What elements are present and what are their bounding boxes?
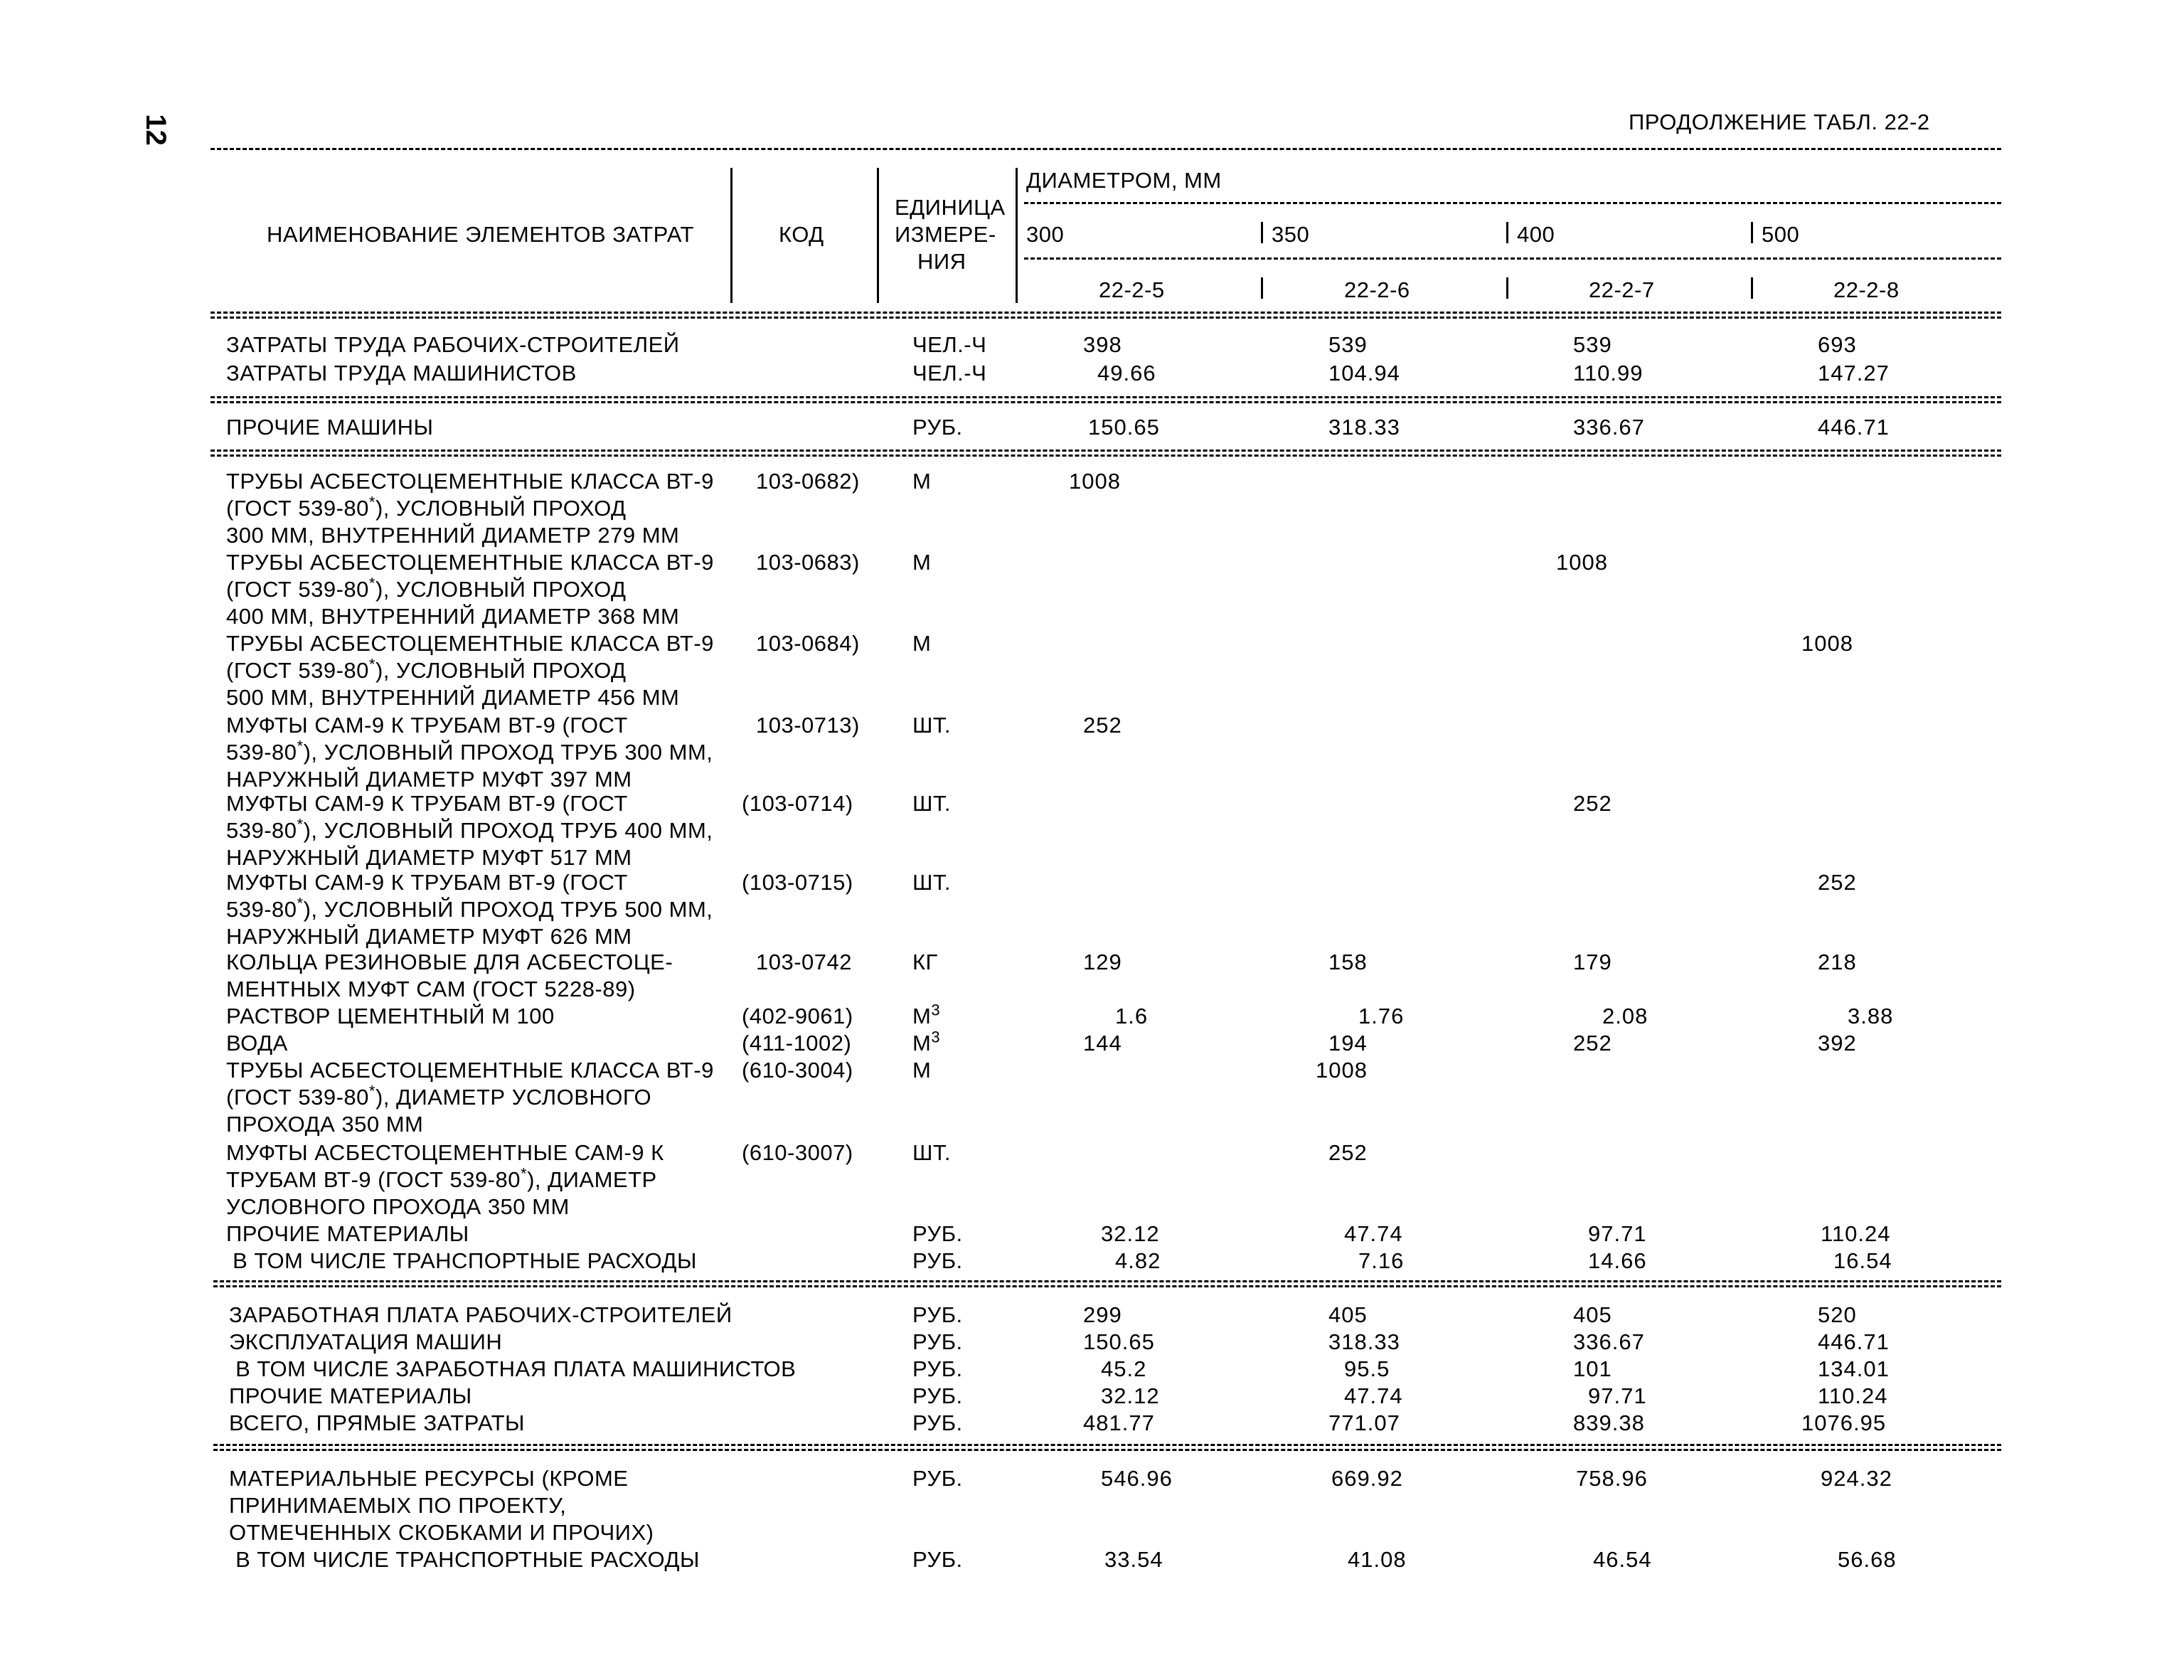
cell-value: 3.88 bbox=[1848, 1004, 1894, 1028]
cell-value: 336.67 bbox=[1573, 1329, 1645, 1354]
cell-value: 47.74 bbox=[1344, 1221, 1403, 1246]
cell-value: 101 bbox=[1573, 1356, 1612, 1381]
row-code: 103-0682) bbox=[756, 469, 860, 494]
divider bbox=[213, 1449, 2001, 1451]
row-label: В ТОМ ЧИСЛЕ ЗАРАБОТНАЯ ПЛАТА МАШИНИСТОВ bbox=[229, 1356, 797, 1381]
cell-value: 446.71 bbox=[1818, 1329, 1890, 1354]
row-label: (ГОСТ 539-80*), УСЛОВНЫЙ ПРОХОД bbox=[226, 655, 627, 683]
row-label: 500 ММ, ВНУТРЕННИЙ ДИАМЕТР 456 ММ bbox=[226, 685, 680, 710]
cell-value: 134.01 bbox=[1818, 1356, 1890, 1381]
cell-value: 481.77 bbox=[1083, 1410, 1155, 1435]
row-unit: РУБ. bbox=[912, 1302, 963, 1327]
row-unit: ЧЕЛ.-Ч bbox=[912, 361, 987, 386]
cell-value: 392 bbox=[1818, 1031, 1857, 1056]
row-label: ПРИНИМАЕМЫХ ПО ПРОЕКТУ, bbox=[229, 1493, 567, 1518]
divider bbox=[213, 1280, 2001, 1282]
cell-value: 150.65 bbox=[1083, 1329, 1155, 1354]
page-number: 12 bbox=[139, 114, 171, 146]
row-label: ВСЕГО, ПРЯМЫЕ ЗАТРАТЫ bbox=[229, 1410, 525, 1435]
header-code-22-2-5: 22-2-5 bbox=[1099, 277, 1165, 302]
cell-value: 7.16 bbox=[1358, 1248, 1405, 1273]
row-label: ТРУБЫ АСБЕСТОЦЕМЕНТНЫЕ КЛАССА ВТ-9 bbox=[226, 550, 714, 575]
cell-value: 539 bbox=[1573, 332, 1612, 357]
cell-value: 1008 bbox=[1069, 469, 1121, 494]
cell-value: 14.66 bbox=[1588, 1248, 1647, 1273]
row-label: ТРУБЫ АСБЕСТОЦЕМЕНТНЫЕ КЛАССА ВТ-9 bbox=[226, 631, 714, 656]
cell-value: 150.65 bbox=[1088, 415, 1160, 440]
header-unit: ИЗМЕРЕ- bbox=[895, 222, 996, 247]
cell-value: 97.71 bbox=[1588, 1383, 1647, 1408]
row-unit: РУБ. bbox=[912, 1356, 963, 1381]
row-unit: $М^3$ bbox=[912, 1028, 941, 1056]
cell-value: 56.68 bbox=[1838, 1547, 1897, 1572]
cell-value: 398 bbox=[1083, 332, 1122, 357]
cell-value: 46.54 bbox=[1593, 1547, 1652, 1572]
row-label: ТРУБЫ АСБЕСТОЦЕМЕНТНЫЕ КЛАССА ВТ-9 bbox=[226, 1058, 714, 1083]
column-separator bbox=[1261, 222, 1263, 243]
row-unit: М bbox=[912, 1058, 932, 1083]
row-code: 103-0742 bbox=[756, 950, 853, 974]
column-separator bbox=[1506, 222, 1508, 243]
cell-value: 771.07 bbox=[1328, 1410, 1400, 1435]
row-label: (ГОСТ 539-80*), УСЛОВНЫЙ ПРОХОД bbox=[226, 493, 627, 521]
cell-value: 97.71 bbox=[1588, 1221, 1647, 1246]
cell-value: 4.82 bbox=[1115, 1248, 1161, 1273]
row-label: (ГОСТ 539-80*), ДИАМЕТР УСЛОВНОГО bbox=[226, 1082, 652, 1110]
row-label: В ТОМ ЧИСЛЕ ТРАНСПОРТНЫЕ РАСХОДЫ bbox=[226, 1248, 697, 1273]
cell-value: 1.6 bbox=[1115, 1004, 1149, 1028]
column-separator bbox=[1751, 222, 1753, 243]
header-name: НАИМЕНОВАНИЕ ЭЛЕМЕНТОВ ЗАТРАТ bbox=[267, 222, 694, 247]
divider bbox=[1024, 202, 2001, 204]
row-unit: РУБ. bbox=[912, 1329, 963, 1354]
row-label: 539-80*), УСЛОВНЫЙ ПРОХОД ТРУБ 300 ММ, bbox=[226, 737, 713, 765]
divider bbox=[211, 401, 2001, 403]
row-unit: РУБ. bbox=[912, 1248, 963, 1273]
row-label: МЕНТНЫХ МУФТ САМ (ГОСТ 5228-89) bbox=[226, 977, 636, 1001]
header-diameter-400: 400 bbox=[1517, 222, 1555, 247]
row-label: В ТОМ ЧИСЛЕ ТРАНСПОРТНЫЕ РАСХОДЫ bbox=[229, 1547, 700, 1572]
cell-value: 1076.95 bbox=[1801, 1410, 1887, 1435]
row-label: РАСТВОР ЦЕМЕНТНЫЙ М 100 bbox=[226, 1004, 555, 1028]
row-label: ОТМЕЧЕННЫХ СКОБКАМИ И ПРОЧИХ) bbox=[229, 1520, 654, 1545]
cell-value: 110.24 bbox=[1821, 1221, 1891, 1246]
cell-value: 45.2 bbox=[1101, 1356, 1147, 1381]
row-unit: РУБ. bbox=[912, 1383, 963, 1408]
row-code: 103-0684) bbox=[756, 631, 860, 656]
header-unit: ЕДИНИЦА bbox=[895, 195, 1006, 220]
row-label: ЭКСПЛУАТАЦИЯ МАШИН bbox=[229, 1329, 503, 1354]
row-label: МУФТЫ САМ-9 К ТРУБАМ ВТ-9 (ГОСТ bbox=[226, 870, 628, 895]
cell-value: 1008 bbox=[1316, 1058, 1368, 1083]
row-label: ТРУБАМ ВТ-9 (ГОСТ 539-80*), ДИАМЕТР bbox=[226, 1164, 657, 1192]
column-separator bbox=[1751, 277, 1753, 299]
divider bbox=[211, 317, 2001, 319]
table-continuation-title: ПРОДОЛЖЕНИЕ ТАБЛ. 22-2 bbox=[1629, 110, 1930, 134]
row-code: (610-3004) bbox=[742, 1058, 853, 1083]
row-label: ЗАРАБОТНАЯ ПЛАТА РАБОЧИХ-СТРОИТЕЛЕЙ bbox=[229, 1302, 733, 1327]
cell-value: 546.96 bbox=[1101, 1466, 1173, 1491]
cell-value: 218 bbox=[1818, 950, 1857, 974]
row-unit: М bbox=[912, 550, 932, 575]
cell-value: 129 bbox=[1083, 950, 1122, 974]
cell-value: 669.92 bbox=[1331, 1466, 1403, 1491]
row-unit: РУБ. bbox=[912, 415, 963, 440]
row-label: 539-80*), УСЛОВНЫЙ ПРОХОД ТРУБ 500 ММ, bbox=[226, 894, 713, 922]
cell-value: 539 bbox=[1328, 332, 1368, 357]
column-separator bbox=[1261, 277, 1263, 299]
header-code-22-2-8: 22-2-8 bbox=[1833, 277, 1900, 302]
cell-value: 179 bbox=[1573, 950, 1612, 974]
cell-value: 147.27 bbox=[1818, 361, 1890, 386]
column-separator bbox=[1506, 277, 1508, 299]
cell-value: 95.5 bbox=[1344, 1356, 1390, 1381]
cell-value: 158 bbox=[1328, 950, 1368, 974]
divider bbox=[213, 1444, 2001, 1446]
header-code-22-2-7: 22-2-7 bbox=[1589, 277, 1655, 302]
cell-value: 252 bbox=[1573, 1031, 1612, 1056]
cell-value: 1008 bbox=[1801, 631, 1853, 656]
cell-value: 252 bbox=[1573, 791, 1612, 816]
cell-value: 110.99 bbox=[1573, 361, 1644, 386]
row-code: 103-0683) bbox=[756, 550, 860, 575]
divider bbox=[211, 148, 2001, 150]
cell-value: 32.12 bbox=[1101, 1221, 1160, 1246]
row-label: ПРОЧИЕ МАШИНЫ bbox=[226, 415, 434, 440]
cell-value: 194 bbox=[1328, 1031, 1368, 1056]
divider bbox=[1024, 257, 2001, 260]
row-unit: $М^3$ bbox=[912, 1001, 941, 1028]
row-unit: ШТ. bbox=[912, 1140, 952, 1165]
cell-value: 104.94 bbox=[1328, 361, 1400, 386]
row-unit: РУБ. bbox=[912, 1547, 963, 1572]
header-code-22-2-6: 22-2-6 bbox=[1344, 277, 1410, 302]
row-label: 539-80*), УСЛОВНЫЙ ПРОХОД ТРУБ 400 ММ, bbox=[226, 815, 713, 843]
row-unit: М bbox=[912, 469, 932, 494]
row-unit: РУБ. bbox=[912, 1410, 963, 1435]
row-label: 300 ММ, ВНУТРЕННИЙ ДИАМЕТР 279 ММ bbox=[226, 523, 680, 548]
row-unit: РУБ. bbox=[912, 1221, 963, 1246]
divider bbox=[211, 312, 2001, 314]
header-diameter: ДИАМЕТРОМ, ММ bbox=[1026, 168, 1222, 193]
column-separator bbox=[877, 168, 879, 303]
row-code: (402-9061) bbox=[742, 1004, 853, 1028]
cell-value: 520 bbox=[1818, 1302, 1857, 1327]
divider bbox=[211, 450, 2001, 452]
divider bbox=[213, 1285, 2001, 1287]
row-label: 400 ММ, ВНУТРЕННИЙ ДИАМЕТР 368 ММ bbox=[226, 604, 680, 629]
cell-value: 405 bbox=[1573, 1302, 1612, 1327]
row-label: КОЛЬЦА РЕЗИНОВЫЕ ДЛЯ АСБЕСТОЦЕ- bbox=[226, 950, 673, 974]
header-unit: НИЯ bbox=[917, 249, 966, 274]
cell-value: 2.08 bbox=[1602, 1004, 1648, 1028]
row-unit: КГ bbox=[912, 950, 938, 974]
cell-value: 49.66 bbox=[1097, 361, 1156, 386]
row-unit: М bbox=[912, 631, 932, 656]
row-label: МУФТЫ АСБЕСТОЦЕМЕНТНЫЕ САМ-9 К bbox=[226, 1140, 664, 1165]
cell-value: 1008 bbox=[1556, 550, 1608, 575]
row-unit: ШТ. bbox=[912, 791, 952, 816]
row-unit: ШТ. bbox=[912, 870, 952, 895]
cell-value: 758.96 bbox=[1576, 1466, 1648, 1491]
row-unit: ЧЕЛ.-Ч bbox=[912, 332, 987, 357]
cell-value: 33.54 bbox=[1104, 1547, 1163, 1572]
header-diameter-500: 500 bbox=[1762, 222, 1800, 247]
row-label: ЗАТРАТЫ ТРУДА РАБОЧИХ-СТРОИТЕЛЕЙ bbox=[226, 332, 680, 357]
row-label: МУФТЫ САМ-9 К ТРУБАМ ВТ-9 (ГОСТ bbox=[226, 791, 628, 816]
row-label: ПРОЧИЕ МАТЕРИАЛЫ bbox=[229, 1383, 472, 1408]
cell-value: 16.54 bbox=[1833, 1248, 1892, 1273]
row-label: УСЛОВНОГО ПРОХОДА 350 ММ bbox=[226, 1194, 570, 1219]
cell-value: 318.33 bbox=[1328, 1329, 1400, 1354]
cell-value: 110.24 bbox=[1818, 1383, 1888, 1408]
cell-value: 839.38 bbox=[1573, 1410, 1645, 1435]
cell-value: 41.08 bbox=[1348, 1547, 1407, 1572]
row-label: ПРОХОДА 350 ММ bbox=[226, 1112, 424, 1137]
divider bbox=[211, 396, 2001, 398]
row-code: (103-0714) bbox=[742, 791, 853, 816]
column-separator bbox=[1016, 168, 1018, 303]
cell-value: 336.67 bbox=[1573, 415, 1645, 440]
cell-value: 252 bbox=[1083, 713, 1122, 738]
cell-value: 1.76 bbox=[1358, 1004, 1405, 1028]
cell-value: 924.32 bbox=[1821, 1466, 1892, 1491]
row-label: ЗАТРАТЫ ТРУДА МАШИНИСТОВ bbox=[226, 361, 577, 386]
cell-value: 405 bbox=[1328, 1302, 1368, 1327]
row-label: МУФТЫ САМ-9 К ТРУБАМ ВТ-9 (ГОСТ bbox=[226, 713, 628, 738]
row-label: (ГОСТ 539-80*), УСЛОВНЫЙ ПРОХОД bbox=[226, 574, 627, 602]
row-code: (103-0715) bbox=[742, 870, 853, 895]
cell-value: 446.71 bbox=[1818, 415, 1890, 440]
row-label: ВОДА bbox=[226, 1031, 288, 1056]
header-code: КОД bbox=[779, 222, 824, 247]
cell-value: 32.12 bbox=[1101, 1383, 1160, 1408]
cell-value: 318.33 bbox=[1328, 415, 1400, 440]
cell-value: 299 bbox=[1083, 1302, 1122, 1327]
cell-value: 47.74 bbox=[1344, 1383, 1403, 1408]
row-unit: РУБ. bbox=[912, 1466, 963, 1491]
row-code: (610-3007) bbox=[742, 1140, 853, 1165]
column-separator bbox=[730, 168, 733, 303]
cell-value: 693 bbox=[1818, 332, 1857, 357]
row-label: ТРУБЫ АСБЕСТОЦЕМЕНТНЫЕ КЛАССА ВТ-9 bbox=[226, 469, 714, 494]
row-label: ПРОЧИЕ МАТЕРИАЛЫ bbox=[226, 1221, 469, 1246]
row-code: 103-0713) bbox=[756, 713, 860, 738]
divider bbox=[211, 454, 2001, 457]
row-label: НАРУЖНЫЙ ДИАМЕТР МУФТ 397 ММ bbox=[226, 767, 632, 792]
cell-value: 252 bbox=[1328, 1140, 1368, 1165]
row-label: НАРУЖНЫЙ ДИАМЕТР МУФТ 626 ММ bbox=[226, 924, 632, 949]
header-diameter-350: 350 bbox=[1272, 222, 1310, 247]
row-label: МАТЕРИАЛЬНЫЕ РЕСУРСЫ (КРОМЕ bbox=[229, 1466, 629, 1491]
row-label: НАРУЖНЫЙ ДИАМЕТР МУФТ 517 ММ bbox=[226, 845, 632, 870]
cell-value: 252 bbox=[1818, 870, 1857, 895]
row-unit: ШТ. bbox=[912, 713, 952, 738]
header-diameter-300: 300 bbox=[1026, 222, 1065, 247]
row-code: (411-1002) bbox=[742, 1031, 852, 1056]
cell-value: 144 bbox=[1083, 1031, 1122, 1056]
